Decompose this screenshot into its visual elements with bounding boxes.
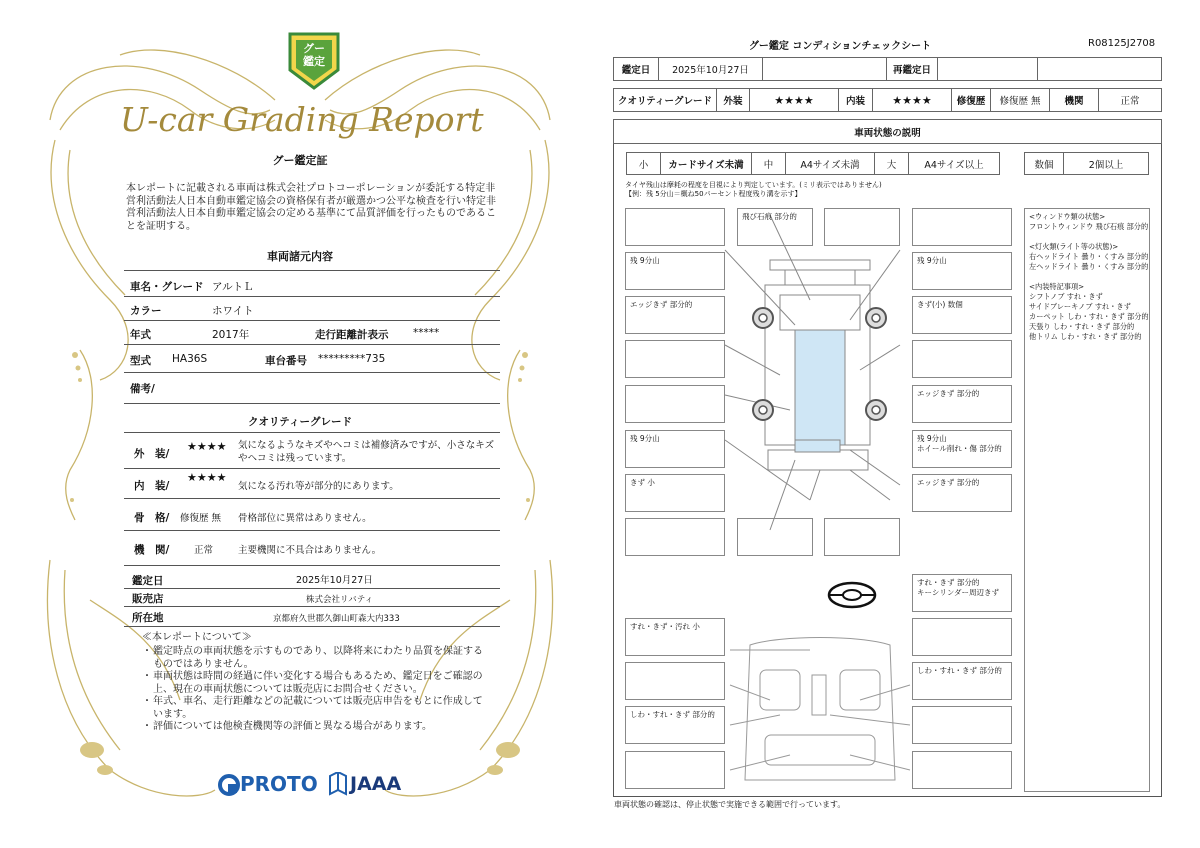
year-label: 年式 bbox=[130, 329, 151, 341]
interior-note-box bbox=[912, 618, 1012, 656]
divider bbox=[124, 588, 500, 589]
inspection-date-value: 2025年10月27日 bbox=[658, 57, 763, 81]
report-title: U-car Grading Report bbox=[120, 100, 484, 139]
about-item: ・ 年式、車名、走行距離などの記載については販売店申告をもとに作成しています。 bbox=[142, 696, 483, 720]
divider bbox=[124, 626, 500, 627]
grade-heading: クオリティーグレード bbox=[248, 416, 352, 428]
blank-cell bbox=[762, 57, 887, 81]
exterior-note-box bbox=[625, 518, 725, 556]
sheet-footer: 車両状態の確認は、停止状態で実施できる範囲で行っています。 bbox=[614, 800, 846, 809]
repair-history-label: 修復歴 bbox=[951, 88, 991, 112]
car-name-label: 車名・グレード bbox=[130, 281, 204, 293]
condition-check-sheet bbox=[600, 0, 1200, 848]
interior-stars: ★★★★ bbox=[187, 471, 227, 484]
reinspection-date-label: 再鑑定日 bbox=[886, 57, 938, 81]
exterior-note-box: 飛び石痕 部分的 bbox=[737, 208, 813, 246]
divider bbox=[124, 498, 500, 499]
condition-heading: 車両状態の説明 bbox=[613, 119, 1162, 144]
exterior-note-box: きず(小) 数個 bbox=[912, 296, 1012, 334]
chassis-label: 車台番号 bbox=[265, 355, 307, 367]
exterior-label: 外装 bbox=[716, 88, 750, 112]
size-large-desc: A4サイズ以上 bbox=[908, 152, 1000, 175]
engine-label: 機関 bbox=[1049, 88, 1099, 112]
goo-kantei-logo bbox=[286, 30, 342, 92]
certificate-subtitle: グー鑑定証 bbox=[272, 154, 328, 167]
divider bbox=[124, 344, 500, 345]
interior-note-box bbox=[912, 751, 1012, 789]
year-value: 2017年 bbox=[212, 329, 250, 341]
divider bbox=[124, 606, 500, 607]
exterior-note-box bbox=[625, 385, 725, 423]
tire-example: 【例：残 5分山＝概ね50パーセント程度残り溝を示す】 bbox=[625, 190, 802, 198]
about-list bbox=[142, 646, 492, 734]
dealer-value: 株式会社リバティ bbox=[306, 595, 374, 605]
divider bbox=[124, 565, 500, 566]
count-label: 数個 bbox=[1024, 152, 1064, 175]
jaaa-text: JAAA bbox=[350, 773, 402, 795]
jaaa-mark-icon bbox=[328, 772, 348, 796]
special-notes-panel: <ウィンドウ類の状態> フロントウィンドウ 飛び石痕 部分的 <灯火類(ライト等の状態)> 右ヘッドライト 曇り・くすみ 部分的 左ヘッドライト 曇り・くすみ 部分的 <内装特記事項> シフトノブ すれ・きず サイドブレーキノブ すれ・きず カーペット しわ・すれ・きず 部分的 天張り しわ・すれ・きず 部分的 他トリム しわ・すれ・きず 部分的 bbox=[1024, 208, 1150, 792]
size-mid-label: 中 bbox=[751, 152, 786, 175]
logo-text: グー 鑑定 bbox=[303, 42, 325, 68]
divider bbox=[124, 296, 500, 297]
frame-label: 骨 格/ bbox=[134, 512, 170, 524]
interior-note-box: しわ・すれ・きず 部分的 bbox=[625, 706, 725, 744]
exterior-stars: ★★★★ bbox=[187, 440, 227, 453]
exterior-note-box bbox=[824, 208, 900, 246]
size-small-desc: カードサイズ未満 bbox=[660, 152, 752, 175]
interior-note-box bbox=[912, 706, 1012, 744]
about-item: ・ 評価については他検査機関等の評価と異なる場合があります。 bbox=[142, 721, 432, 732]
quality-grade-label: クオリティーグレード bbox=[613, 88, 717, 112]
exterior-note-box: 残 9分山 bbox=[912, 252, 1012, 290]
exterior-note-box bbox=[824, 518, 900, 556]
sheet-title: グー鑑定 コンディションチェックシート bbox=[748, 41, 932, 52]
exterior-note-box bbox=[625, 340, 725, 378]
size-mid-desc: A4サイズ未満 bbox=[785, 152, 875, 175]
interior-stars: ★★★★ bbox=[872, 88, 952, 112]
reinspection-date-value bbox=[937, 57, 1038, 81]
repair-history-value: 修復歴 無 bbox=[990, 88, 1050, 112]
proto-logo bbox=[218, 772, 318, 798]
tire-note: タイヤ残山は摩耗の程度を目視により判定しています。(ミリ表示ではありません) bbox=[625, 181, 882, 189]
exterior-note-box: エッジきず 部分的 bbox=[912, 385, 1012, 423]
blank-cell bbox=[1037, 57, 1162, 81]
mileage-value: ***** bbox=[413, 327, 440, 339]
inspection-date-value: 2025年10月27日 bbox=[296, 575, 373, 586]
color-value: ホワイト bbox=[212, 305, 254, 317]
count-value: 2個以上 bbox=[1063, 152, 1149, 175]
remarks-label: 備考/ bbox=[130, 383, 155, 395]
color-label: カラー bbox=[130, 305, 162, 317]
interior-note-box: すれ・きず・汚れ 小 bbox=[625, 618, 725, 656]
exterior-note-box bbox=[625, 208, 725, 246]
engine-value: 正常 bbox=[194, 545, 214, 556]
divider bbox=[124, 432, 500, 433]
frame-comment: 骨格部位に異常はありません。 bbox=[238, 513, 372, 524]
exterior-note-box: 残 9分山 bbox=[625, 430, 725, 468]
interior-label: 内装 bbox=[838, 88, 873, 112]
interior-note-box bbox=[625, 751, 725, 789]
exterior-note-box bbox=[912, 208, 1012, 246]
steering-wheel-icon bbox=[826, 580, 878, 610]
inspection-date-label: 鑑定日 bbox=[613, 57, 659, 81]
exterior-note-box: エッジきず 部分的 bbox=[625, 296, 725, 334]
exterior-stars: ★★★★ bbox=[749, 88, 839, 112]
interior-note-box: しわ・すれ・きず 部分的 bbox=[912, 662, 1012, 700]
proto-mark-icon bbox=[218, 774, 240, 796]
report-id: R08125J2708 bbox=[1088, 38, 1156, 49]
address-value: 京都府久世郡久御山町森大内333 bbox=[273, 614, 400, 624]
divider bbox=[124, 403, 500, 404]
interior-note-box bbox=[625, 662, 725, 700]
interior-note-box: すれ・きず 部分的 キーシリンダー周辺きず bbox=[912, 574, 1012, 612]
divider bbox=[124, 372, 500, 373]
exterior-note-box bbox=[737, 518, 813, 556]
size-small-label: 小 bbox=[626, 152, 661, 175]
address-label: 所在地 bbox=[132, 612, 164, 624]
dealer-label: 販売店 bbox=[132, 593, 164, 605]
exterior-comment: 気になるようなキズやヘコミは補修済みですが、小さなキズやヘコミは残っています。 bbox=[238, 440, 495, 464]
model-label: 型式 bbox=[130, 355, 151, 367]
exterior-note-box: エッジきず 部分的 bbox=[912, 474, 1012, 512]
divider bbox=[124, 270, 500, 271]
car-interior-diagram bbox=[720, 630, 920, 790]
size-large-label: 大 bbox=[874, 152, 909, 175]
divider bbox=[124, 468, 500, 469]
engine-label: 機 関/ bbox=[134, 544, 170, 556]
proto-text: PROTO bbox=[240, 772, 318, 796]
model-value: HA36S bbox=[172, 353, 208, 365]
exterior-note-box: 残 9分山 ホイール削れ・傷 部分的 bbox=[912, 430, 1012, 468]
divider bbox=[124, 320, 500, 321]
chassis-value: *********735 bbox=[318, 353, 386, 365]
interior-comment: 気になる汚れ等が部分的にあります。 bbox=[238, 481, 399, 492]
about-item: ・ 車両状態は時間の経過に伴い変化する場合もあるため、鑑定日をご確認の上、現在の車両状態については販売店にお問合せください。 bbox=[142, 671, 483, 695]
mileage-label: 走行距離計表示 bbox=[315, 329, 389, 341]
about-item: ・ 鑑定時点の車両状態を示すものであり、以降将来にわたり品質を保証するものではありません。 bbox=[142, 646, 483, 670]
certificate-intro: 本レポートに記載される車両は株式会社プロトコーポレーションが委託する特定非営利活動法人日本自動車鑑定協会の資格保有者が厳選かつ公平な検査を行い特定非営利活動法人日本自動車鑑定協会の定める基準にて品質評価を行ったものであることを証明する。 bbox=[126, 183, 496, 232]
engine-comment: 主要機関に不具合はありません。 bbox=[238, 545, 382, 556]
spec-heading: 車両諸元内容 bbox=[267, 250, 333, 263]
frame-value: 修復歴 無 bbox=[180, 513, 222, 524]
engine-value: 正常 bbox=[1098, 88, 1162, 112]
exterior-note-box: 残 9分山 bbox=[625, 252, 725, 290]
divider bbox=[124, 530, 500, 531]
inspection-date-label: 鑑定日 bbox=[132, 575, 164, 587]
interior-label: 内 装/ bbox=[134, 480, 170, 492]
exterior-label: 外 装/ bbox=[134, 448, 170, 460]
exterior-note-box: きず 小 bbox=[625, 474, 725, 512]
jaaa-logo bbox=[328, 772, 408, 798]
car-name-value: アルトＬ bbox=[212, 281, 254, 293]
about-heading: ≪本レポートについて≫ bbox=[142, 632, 252, 643]
exterior-note-box bbox=[912, 340, 1012, 378]
